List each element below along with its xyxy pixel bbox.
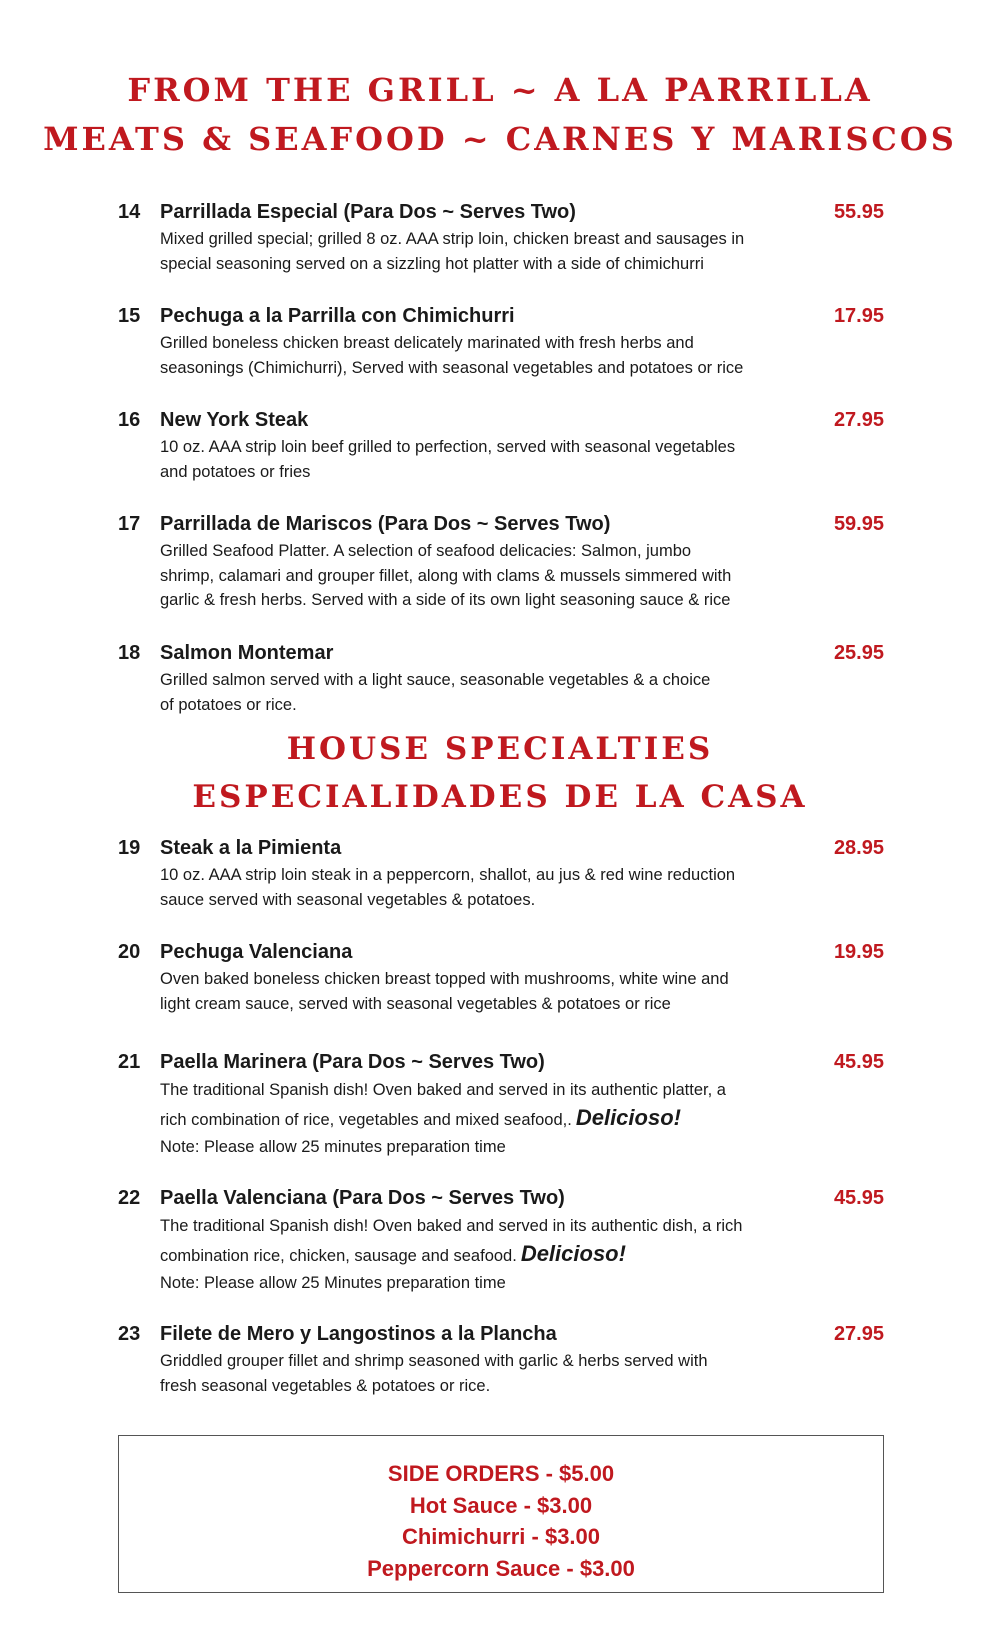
section-title-line: MEATS & SEAFOOD ~ CARNES Y MARISCOS xyxy=(43,120,957,158)
side-order-line: Hot Sauce - $3.00 xyxy=(409,1492,593,1518)
item-price: 27.95 xyxy=(833,409,884,431)
item-name: Paella Marinera (Para Dos ~ Serves Two) xyxy=(160,1051,545,1073)
section-title-line: ESPECIALIDADES DE LA CASA xyxy=(192,779,808,815)
description-line xyxy=(160,1240,810,1270)
item-name: Parrillada de Mariscos (Para Dos ~ Serves Two) xyxy=(160,513,611,535)
description-line: The traditional Spanish dish! Oven baked and served in its authentic platter, a xyxy=(160,1081,726,1099)
item-price: 17.95 xyxy=(833,305,884,327)
side-orders-box xyxy=(118,1435,884,1593)
emphasis-text: Delicioso! xyxy=(575,1105,681,1130)
description-line: Grilled Seafood Platter. A selection of seafood delicacies: Salmon, jumbo xyxy=(160,542,692,560)
description-line: special seasoning served on a sizzling hot platter with a side of chimichurri xyxy=(160,254,704,273)
description-line: of potatoes or rice. xyxy=(160,695,297,714)
section-heading-grill xyxy=(0,66,1000,164)
item-number: 17 xyxy=(118,513,141,535)
emphasis-text: Delicioso! xyxy=(520,1241,626,1266)
side-order-line: Peppercorn Sauce - $3.00 xyxy=(367,1555,635,1581)
item-name: Pechuga a la Parrilla con Chimichurri xyxy=(160,305,515,327)
item-price: 19.95 xyxy=(833,941,884,963)
item-description xyxy=(160,863,810,912)
item-description xyxy=(160,668,810,717)
item-description xyxy=(160,967,810,1016)
description-line: Griddled grouper fillet and shrimp seasoned with garlic & herbs served with xyxy=(160,1352,708,1370)
item-name: Parrillada Especial (Para Dos ~ Serves Two) xyxy=(160,201,576,223)
description-line: sauce served with seasonal vegetables & potatoes. xyxy=(160,890,536,909)
item-description xyxy=(160,1213,810,1297)
item-price: 28.95 xyxy=(833,837,884,859)
item-number: 23 xyxy=(118,1323,141,1345)
description-line: light cream sauce, served with seasonal vegetables & potatoes or rice xyxy=(160,994,671,1013)
item-description xyxy=(160,539,810,613)
description-line: Oven baked boneless chicken breast topped with mushrooms, white wine and xyxy=(160,970,729,988)
item-number: 16 xyxy=(118,409,141,431)
description-line: and potatoes or fries xyxy=(160,462,311,481)
preparation-note: Note: Please allow 25 minutes preparation time xyxy=(160,1138,506,1156)
item-name: Filete de Mero y Langostinos a la Plancha xyxy=(160,1323,557,1345)
item-number: 15 xyxy=(118,305,141,327)
preparation-note: Note: Please allow 25 Minutes preparation time xyxy=(160,1274,506,1292)
side-order-line: SIDE ORDERS - $5.00 xyxy=(387,1461,615,1486)
section-title-line: HOUSE SPECIALTIES xyxy=(286,731,714,767)
description-line: 10 oz. AAA strip loin beef grilled to perfection, served with seasonal vegetables xyxy=(160,438,736,456)
item-price: 59.95 xyxy=(833,513,884,535)
item-number: 21 xyxy=(118,1051,141,1073)
description-line: fresh seasonal vegetables & potatoes or rice. xyxy=(160,1376,491,1395)
item-name: Salmon Montemar xyxy=(160,642,334,664)
item-name: Paella Valenciana (Para Dos ~ Serves Two) xyxy=(160,1187,565,1209)
item-number: 14 xyxy=(118,201,141,223)
item-price: 27.95 xyxy=(833,1323,884,1345)
item-number: 22 xyxy=(118,1187,141,1209)
description-line: Grilled salmon served with a light sauce, seasonable vegetables & a choice xyxy=(160,671,711,689)
description-line: garlic & fresh herbs. Served with a side of its own light seasoning sauce & rice xyxy=(160,591,731,609)
description-line: Mixed grilled special; grilled 8 oz. AAA strip loin, chicken breast and sausages in xyxy=(160,230,745,248)
description-line: The traditional Spanish dish! Oven baked and served in its authentic dish, a rich xyxy=(160,1217,743,1235)
item-description xyxy=(160,227,810,276)
item-price: 55.95 xyxy=(833,201,884,223)
item-description xyxy=(160,1077,810,1161)
side-order-line: Chimichurri - $3.00 xyxy=(401,1524,601,1549)
description-line: 10 oz. AAA strip loin steak in a peppercorn, shallot, au jus & red wine reduction xyxy=(160,866,736,884)
description-text: combination rice, chicken, sausage and seafood. xyxy=(160,1247,517,1265)
item-number: 18 xyxy=(118,642,141,664)
item-name: New York Steak xyxy=(160,409,309,431)
description-line: shrimp, calamari and grouper fillet, along with clams & mussels simmered with xyxy=(160,566,732,585)
description-text: rich combination of rice, vegetables and mixed seafood,. xyxy=(160,1111,572,1129)
description-line: Grilled boneless chicken breast delicately marinated with fresh herbs and xyxy=(160,334,694,352)
item-price: 25.95 xyxy=(833,642,884,664)
item-number: 20 xyxy=(118,941,141,963)
description-line xyxy=(160,1104,810,1134)
section-heading-house xyxy=(0,725,1000,821)
item-description xyxy=(160,1349,810,1398)
item-name: Steak a la Pimienta xyxy=(160,837,342,859)
item-number: 19 xyxy=(118,837,141,859)
item-price: 45.95 xyxy=(833,1187,884,1209)
section-title-line: FROM THE GRILL ~ A LA PARRILLA xyxy=(127,71,873,109)
item-price: 45.95 xyxy=(833,1051,884,1073)
description-line: seasonings (Chimichurri), Served with seasonal vegetables and potatoes or rice xyxy=(160,358,744,377)
item-description xyxy=(160,435,810,484)
item-name: Pechuga Valenciana xyxy=(160,941,353,963)
item-description xyxy=(160,331,810,380)
